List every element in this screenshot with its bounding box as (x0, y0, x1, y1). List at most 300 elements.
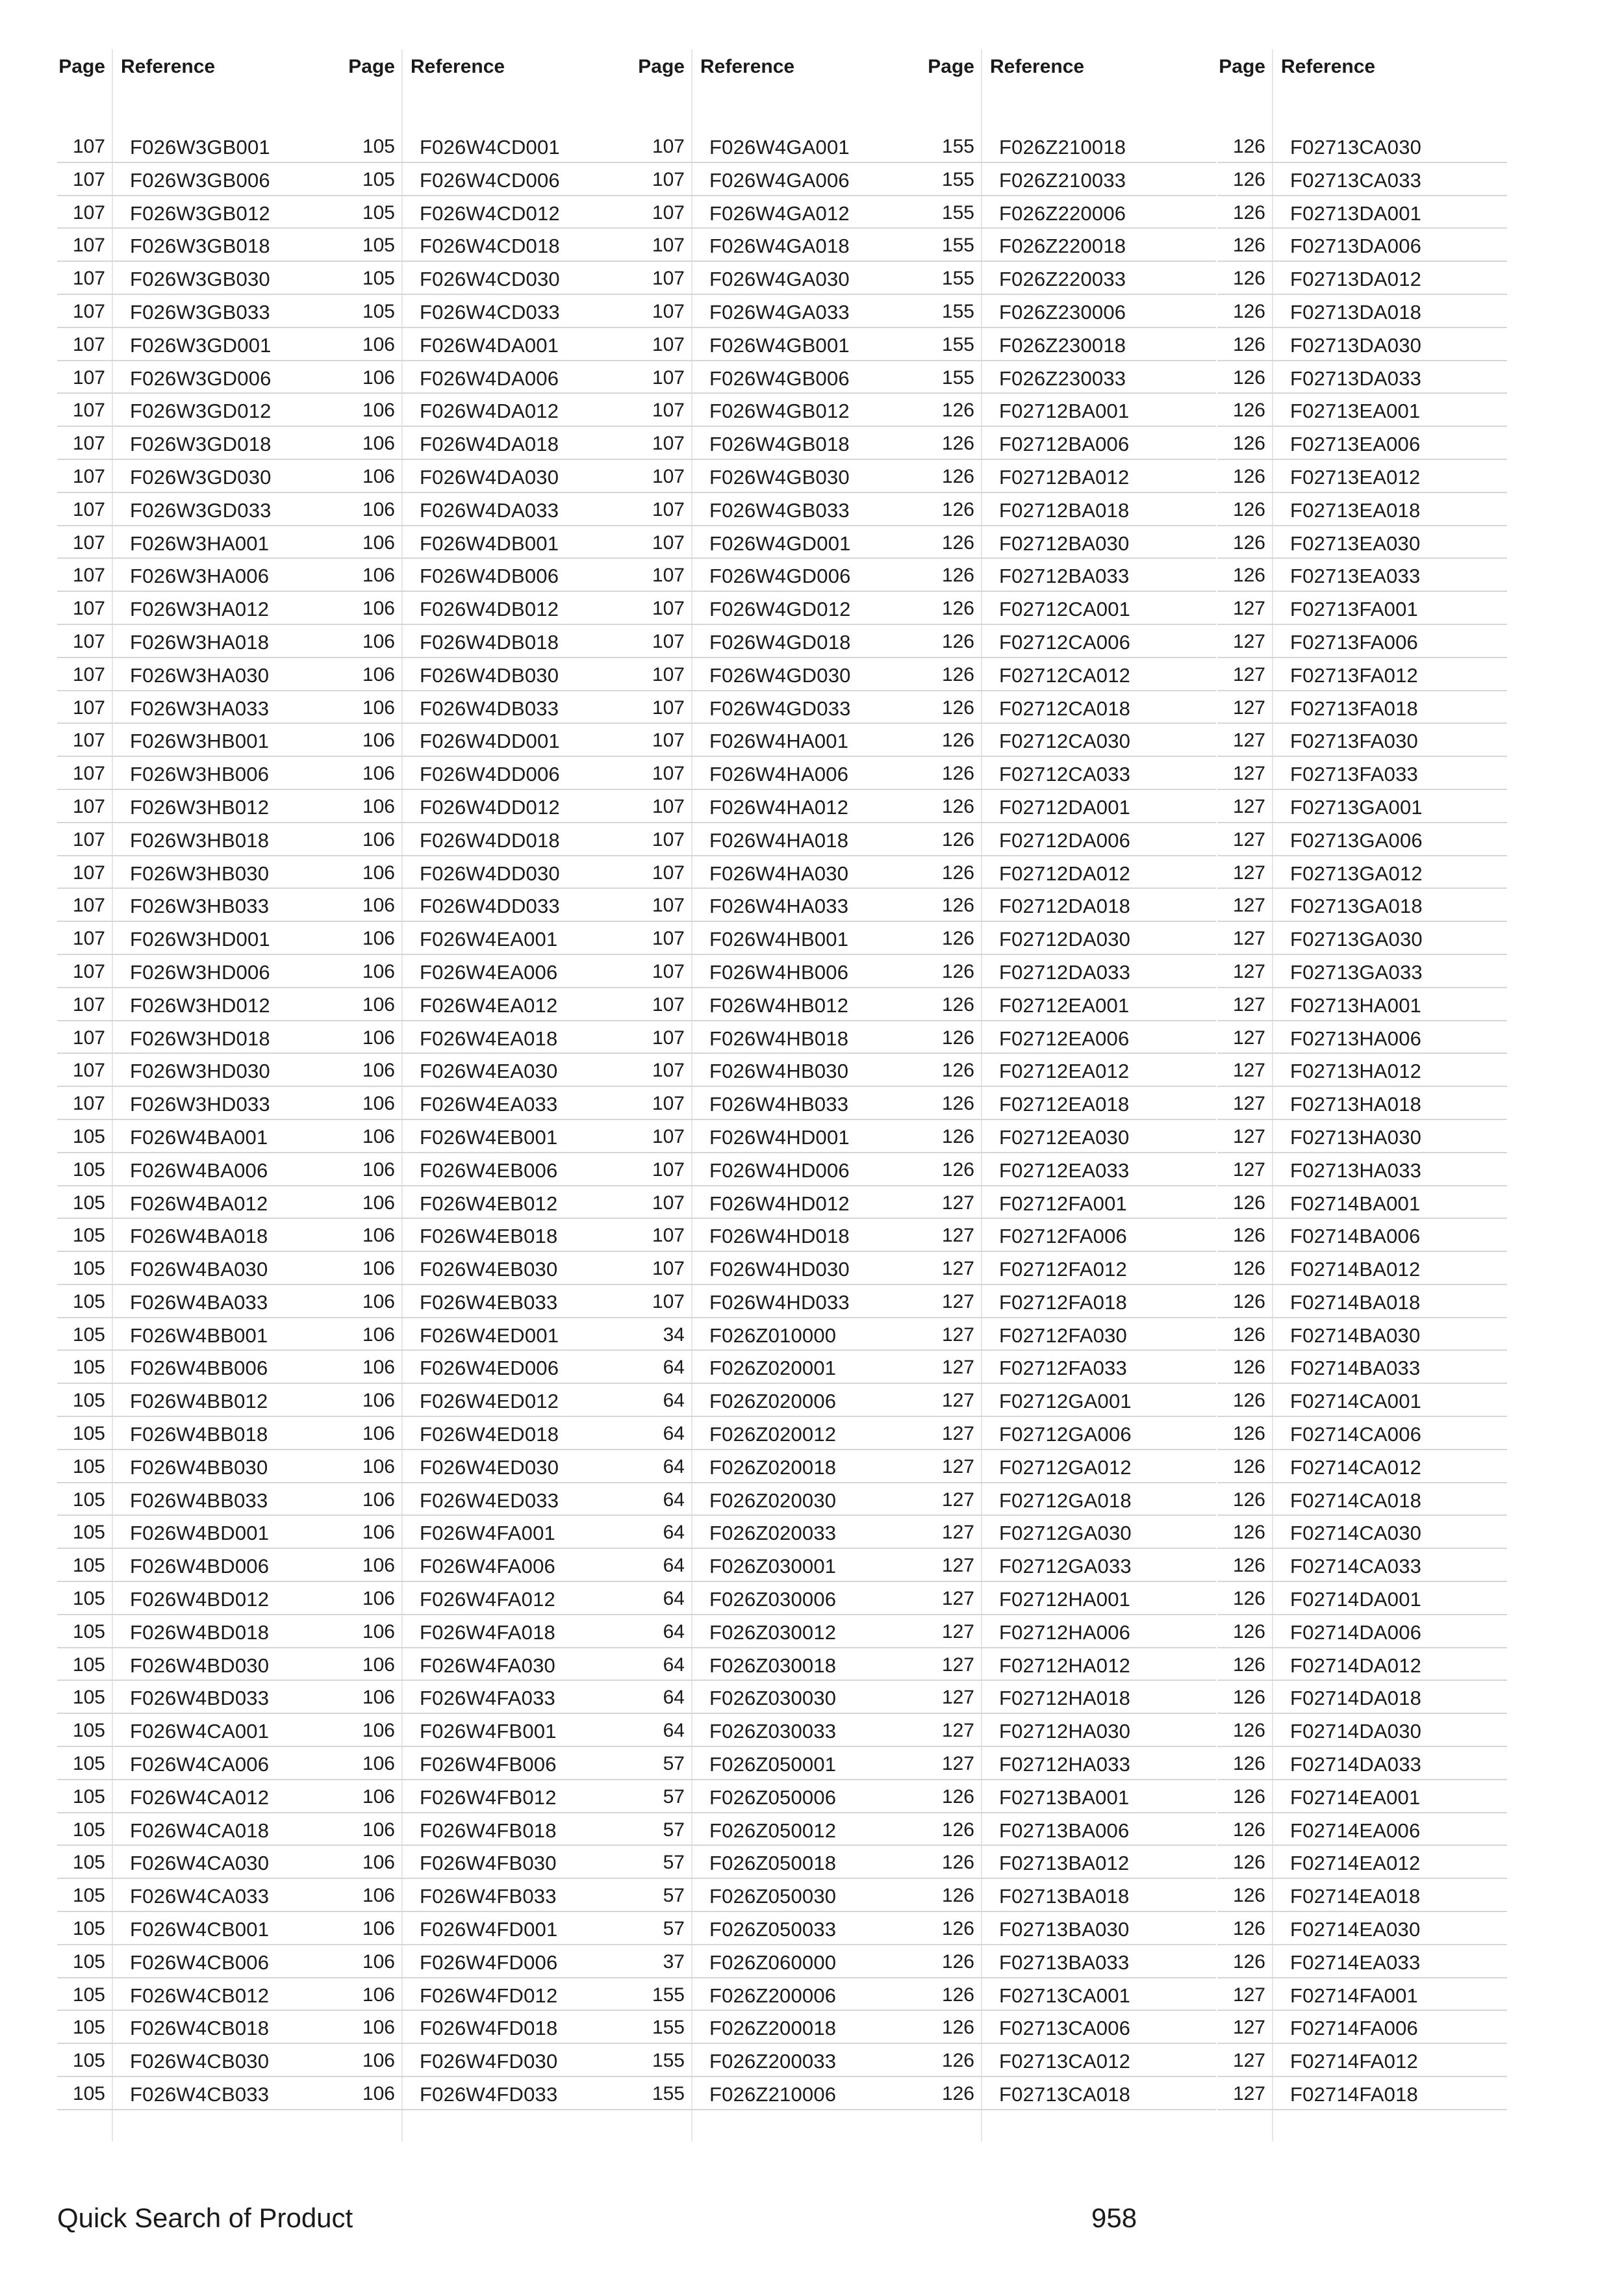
table-row (57, 1087, 347, 1120)
page-number-cell: 107 (652, 366, 685, 389)
table-row (57, 262, 347, 295)
page-number-cell: 126 (1232, 1323, 1265, 1346)
table-row (1217, 1615, 1507, 1648)
reference-cell: F026W4CB006 (130, 1950, 270, 1974)
page-number-cell: 64 (663, 1654, 685, 1676)
table-row (637, 262, 926, 295)
page-number-cell: 127 (1232, 730, 1265, 752)
reference-cell: F026W4GB018 (709, 433, 850, 456)
reference-cell: F02712CA006 (999, 630, 1131, 654)
reference-cell: F026W4BB001 (130, 1323, 268, 1347)
page-number-cell: 64 (663, 1522, 685, 1544)
reference-cell: F026W3HA033 (130, 696, 270, 720)
table-row (926, 2077, 1216, 2110)
table-row (1217, 658, 1507, 691)
reference-cell: F02712CA001 (999, 598, 1131, 621)
reference-cell: F026Z020012 (709, 1423, 837, 1446)
page-number-cell: 107 (652, 433, 685, 455)
table-row (926, 658, 1216, 691)
page-number-cell: 106 (362, 2083, 395, 2105)
table-row (637, 889, 926, 922)
page-number-cell: 126 (1232, 201, 1265, 224)
table-row (347, 823, 637, 856)
page-header: Page (1219, 56, 1265, 77)
reference-cell: F026Z030030 (709, 1687, 837, 1710)
reference-cell: F026W4HA033 (709, 895, 849, 918)
page-number-cell: 126 (1232, 565, 1265, 587)
page-number-cell: 106 (362, 1027, 395, 1049)
page-number-cell: 64 (663, 1455, 685, 1477)
table-row (637, 394, 926, 427)
table-row (1217, 1021, 1507, 1054)
column-header (57, 49, 347, 86)
table-row (637, 922, 926, 955)
page-number-cell: 155 (941, 268, 974, 290)
page-number-cell: 106 (362, 1753, 395, 1775)
reference-cell: F02712HA030 (999, 1720, 1131, 1743)
page-number-cell: 127 (941, 1192, 974, 1214)
page-number-cell: 126 (1232, 1423, 1265, 1445)
page-number-cell: 126 (941, 696, 974, 719)
page-number-cell: 126 (941, 1158, 974, 1181)
reference-cell: F02712GA006 (999, 1423, 1132, 1446)
page-number-cell: 105 (72, 1158, 105, 1181)
reference-cell: F02712CA033 (999, 763, 1131, 786)
page-number-cell: 126 (941, 465, 974, 487)
table-row (637, 1054, 926, 1087)
reference-cell: F026W3GD030 (130, 465, 272, 489)
reference-cell: F026Z050012 (709, 1819, 837, 1842)
table-row (1217, 1120, 1507, 1153)
reference-cell: F02712EA030 (999, 1125, 1130, 1149)
page-number-cell: 107 (72, 300, 105, 322)
reference-cell: F02712FA012 (999, 1258, 1127, 1281)
table-row (926, 1252, 1216, 1285)
page-number-cell: 107 (652, 235, 685, 257)
table-row (637, 493, 926, 526)
page-number-cell: 105 (72, 2083, 105, 2105)
page-number-cell: 107 (652, 300, 685, 322)
table-row (57, 1318, 347, 1351)
table-row (1217, 262, 1507, 295)
table-row (926, 1714, 1216, 1747)
table-row (57, 889, 347, 922)
table-row (347, 1615, 637, 1648)
page-number-cell: 106 (362, 1819, 395, 1841)
reference-cell: F02712GA001 (999, 1390, 1132, 1413)
reference-cell: F02714CA033 (1290, 1555, 1422, 1578)
reference-cell: F026W4GD006 (709, 565, 851, 588)
table-row (347, 1978, 637, 2012)
reference-cell: F026W4DA006 (420, 366, 559, 390)
page-number-cell: 107 (652, 1125, 685, 1147)
table-row (57, 1252, 347, 1285)
table-row (57, 1879, 347, 1912)
page-number-cell: 126 (1232, 1654, 1265, 1676)
table-row (347, 856, 637, 889)
table-row (926, 1945, 1216, 1978)
table-row (926, 988, 1216, 1021)
page-number-cell: 105 (72, 1687, 105, 1709)
page-number-cell: 106 (362, 928, 395, 950)
reference-cell: F026W4GD012 (709, 598, 851, 621)
table-row (637, 1747, 926, 1780)
reference-cell: F02712EA018 (999, 1093, 1130, 1116)
table-row (637, 526, 926, 559)
reference-cell: F026W4HA006 (709, 763, 849, 786)
page-number-cell: 106 (362, 1588, 395, 1610)
page-number-cell: 107 (72, 928, 105, 950)
reference-cell: F026W4GD001 (709, 531, 851, 555)
page-number-cell: 105 (72, 1225, 105, 1247)
table-row (1217, 1087, 1507, 1120)
reference-cell: F026W4BB030 (130, 1455, 268, 1479)
page-number-cell: 107 (72, 333, 105, 355)
table-row (926, 196, 1216, 229)
reference-cell: F02712BA030 (999, 531, 1130, 555)
page-number-cell: 107 (652, 168, 685, 190)
reference-cell: F02712BA012 (999, 465, 1130, 489)
reference-cell: F026W4FB001 (420, 1720, 557, 1743)
reference-cell: F02713GA012 (1290, 862, 1423, 885)
reference-cell: F026Z220006 (999, 201, 1126, 225)
table-row (57, 691, 347, 724)
reference-cell: F026W4BD018 (130, 1620, 270, 1644)
reference-cell: F026W4HD006 (709, 1158, 850, 1182)
page-number-cell: 126 (941, 498, 974, 520)
table-row (57, 1978, 347, 2012)
table-row (637, 1087, 926, 1120)
page-number-cell: 64 (663, 1357, 685, 1379)
table-row (1217, 1351, 1507, 1384)
page-number-cell: 107 (72, 235, 105, 257)
reference-cell: F026Z050033 (709, 1918, 837, 1941)
reference-cell: F02713DA006 (1290, 235, 1422, 258)
page-number-cell: 107 (652, 895, 685, 917)
reference-cell: F026W4FD001 (420, 1918, 558, 1941)
page-number-cell: 107 (72, 465, 105, 487)
table-row (347, 262, 637, 295)
page-number-cell: 105 (72, 1753, 105, 1775)
page-number-cell: 105 (72, 1654, 105, 1676)
page-number-cell: 106 (362, 1852, 395, 1874)
index-table (57, 49, 1511, 2161)
page-number-cell: 57 (663, 1885, 685, 1907)
table-row (1217, 1846, 1507, 1879)
page-number-cell: 126 (941, 1125, 974, 1147)
page-number-cell: 127 (941, 1225, 974, 1247)
page-number-cell: 107 (652, 565, 685, 587)
table-row (1217, 493, 1507, 526)
reference-cell: F02713FA012 (1290, 663, 1418, 687)
page-number-cell: 57 (663, 1852, 685, 1874)
page-number-cell: 107 (72, 993, 105, 1016)
reference-cell: F026W4EB033 (420, 1290, 558, 1314)
table-row (637, 955, 926, 988)
page-number-cell: 107 (652, 531, 685, 554)
table-row (347, 1912, 637, 1945)
page-number-cell: 106 (362, 730, 395, 752)
reference-cell: F02714BA006 (1290, 1225, 1421, 1248)
page-number-cell: 126 (1232, 1290, 1265, 1312)
reference-cell: F02714CA030 (1290, 1522, 1422, 1545)
page-number-cell: 106 (362, 1785, 395, 1808)
table-row (926, 1681, 1216, 1714)
table-row (347, 1153, 637, 1186)
table-row (926, 1516, 1216, 1549)
table-row (637, 460, 926, 493)
reference-cell: F026W4HD030 (709, 1258, 850, 1281)
page-number-cell: 127 (1232, 2017, 1265, 2039)
reference-cell: F026W4ED018 (420, 1423, 559, 1446)
page-number-cell: 107 (72, 696, 105, 719)
table-row (57, 1153, 347, 1186)
table-row (57, 229, 347, 262)
reference-cell: F026W4DD018 (420, 828, 560, 852)
reference-cell: F02712BA018 (999, 498, 1130, 522)
page-number-cell: 126 (1232, 1192, 1265, 1214)
page-number-cell: 105 (72, 1555, 105, 1577)
reference-cell: F02713CA018 (999, 2083, 1131, 2106)
page-number-cell: 126 (1232, 366, 1265, 389)
reference-cell: F026W4FD018 (420, 2017, 558, 2040)
page-number-cell: 107 (72, 136, 105, 157)
page-number-cell: 107 (652, 1192, 685, 1214)
page-number-cell: 106 (362, 1918, 395, 1940)
page-number-cell: 105 (72, 1323, 105, 1346)
page-number-cell: 126 (1232, 1588, 1265, 1610)
page-number-cell: 106 (362, 1950, 395, 1973)
reference-cell: F026W4DD030 (420, 862, 560, 885)
page-number-cell: 105 (72, 1852, 105, 1874)
page-number-cell: 126 (1232, 1950, 1265, 1973)
table-row (637, 427, 926, 460)
reference-cell: F026W4DA030 (420, 465, 559, 489)
table-row (637, 559, 926, 592)
reference-cell: F02714BA001 (1290, 1192, 1421, 1215)
page-number-cell: 106 (362, 1093, 395, 1115)
table-row (347, 988, 637, 1021)
reference-cell: F026W4DB012 (420, 598, 559, 621)
reference-cell: F026Z210033 (999, 168, 1126, 192)
page-number-cell: 126 (1232, 433, 1265, 455)
page-number-cell: 126 (1232, 1620, 1265, 1642)
reference-cell: F026W4GD033 (709, 696, 851, 720)
table-row (637, 2044, 926, 2077)
table-row (347, 1054, 637, 1087)
table-row (637, 823, 926, 856)
reference-cell: F026W4EB012 (420, 1192, 558, 1215)
page-number-cell: 127 (941, 1357, 974, 1379)
table-row (347, 1648, 637, 1681)
table-row (347, 1450, 637, 1483)
page-number-cell: 126 (941, 433, 974, 455)
reference-cell: F026W4HA012 (709, 795, 849, 819)
reference-cell: F02712GA018 (999, 1488, 1132, 1512)
page-number-cell: 107 (652, 828, 685, 850)
reference-cell: F02712GA030 (999, 1522, 1132, 1545)
page-number-cell: 107 (652, 993, 685, 1016)
page-number-cell: 106 (362, 333, 395, 355)
page-number-cell: 127 (1232, 1125, 1265, 1147)
column-header (926, 49, 1216, 86)
reference-cell: F026W3GD033 (130, 498, 272, 522)
page-number-cell: 127 (1232, 928, 1265, 950)
reference-cell: F026W4ED012 (420, 1390, 559, 1413)
table-row (926, 1384, 1216, 1417)
table-row (1217, 427, 1507, 460)
page-number-cell: 126 (941, 663, 974, 685)
reference-cell: F02712FA018 (999, 1290, 1127, 1314)
table-row (637, 1516, 926, 1549)
table-row (57, 328, 347, 361)
table-row (926, 691, 1216, 724)
table-row (347, 724, 637, 757)
table-row (347, 1351, 637, 1384)
reference-cell: F026Z020030 (709, 1488, 837, 1512)
table-row (57, 1450, 347, 1483)
page-number-cell: 105 (72, 1620, 105, 1642)
table-row (347, 1879, 637, 1912)
reference-cell: F026W3GD012 (130, 400, 272, 423)
page-number-cell: 106 (362, 2017, 395, 2039)
reference-cell: F02713CA030 (1290, 136, 1422, 159)
page-number-cell: 126 (941, 531, 974, 554)
page-number-cell: 64 (663, 1588, 685, 1610)
reference-cell: F026W4GA030 (709, 268, 850, 291)
reference-cell: F026W4BA033 (130, 1290, 268, 1314)
reference-cell: F026W4DD012 (420, 795, 560, 819)
reference-cell: F026W3GD001 (130, 333, 272, 357)
page-number-cell: 107 (72, 201, 105, 224)
page-number-cell: 105 (72, 1885, 105, 1907)
page-number-cell: 107 (72, 763, 105, 785)
reference-cell: F026Z050006 (709, 1785, 837, 1809)
reference-cell: F026W3GB006 (130, 168, 270, 192)
reference-cell: F026W4HD012 (709, 1192, 850, 1215)
reference-cell: F02713GA018 (1290, 895, 1423, 918)
page-number-cell: 126 (941, 1852, 974, 1874)
page-number-cell: 107 (72, 895, 105, 917)
table-row (1217, 1912, 1507, 1945)
page-number-cell: 127 (941, 1687, 974, 1709)
table-row (1217, 592, 1507, 625)
reference-header: Reference (990, 56, 1085, 77)
reference-cell: F02713CA012 (999, 2050, 1131, 2073)
reference-cell: F026W3HD006 (130, 960, 270, 984)
page-number-cell: 57 (663, 1819, 685, 1841)
page-number-cell: 106 (362, 1620, 395, 1642)
reference-cell: F02712DA033 (999, 960, 1131, 984)
table-row (1217, 790, 1507, 823)
reference-cell: F026W4CB001 (130, 1918, 270, 1941)
page-number-cell: 106 (362, 1455, 395, 1477)
page-number-cell: 127 (1232, 993, 1265, 1016)
table-row (57, 196, 347, 229)
page-number-cell: 126 (1232, 1720, 1265, 1742)
reference-cell: F026W3GB030 (130, 268, 270, 291)
page-number-cell: 155 (652, 2017, 685, 2039)
page-number-cell: 105 (72, 1522, 105, 1544)
page-number-cell: 107 (652, 1225, 685, 1247)
reference-cell: F026W4FB006 (420, 1753, 557, 1776)
page-number-cell: 126 (1232, 1885, 1265, 1907)
reference-cell: F026W4BD001 (130, 1522, 270, 1545)
reference-cell: F026W4DB001 (420, 531, 559, 555)
reference-cell: F02714DA006 (1290, 1620, 1422, 1644)
table-row (637, 163, 926, 196)
page-number-cell: 107 (72, 630, 105, 652)
page-number-cell: 155 (941, 366, 974, 389)
table-row (926, 1450, 1216, 1483)
reference-cell: F026Z030018 (709, 1654, 837, 1677)
table-row (57, 1021, 347, 1054)
page-number-cell: 105 (362, 136, 395, 157)
table-row (926, 229, 1216, 262)
reference-cell: F02714FA001 (1290, 1984, 1418, 2007)
reference-cell: F02712FA030 (999, 1323, 1127, 1347)
page-number-cell: 155 (941, 201, 974, 224)
page-number-cell: 57 (663, 1785, 685, 1808)
reference-cell: F02712CA018 (999, 696, 1131, 720)
page-number-cell: 126 (941, 630, 974, 652)
page-number-cell: 105 (362, 168, 395, 190)
reference-cell: F02712DA018 (999, 895, 1131, 918)
page-number-cell: 107 (72, 795, 105, 817)
reference-cell: F026W3GB033 (130, 300, 270, 324)
reference-cell: F026W4DA033 (420, 498, 559, 522)
page-number-cell: 127 (941, 1588, 974, 1610)
table-row (926, 922, 1216, 955)
table-row (347, 1219, 637, 1252)
reference-cell: F02714DA018 (1290, 1687, 1422, 1710)
table-row (1217, 1582, 1507, 1615)
reference-cell: F02713BA030 (999, 1918, 1130, 1941)
table-row (57, 1285, 347, 1318)
page-number-cell: 64 (663, 1620, 685, 1642)
page-number-cell: 105 (362, 268, 395, 290)
page-number-cell: 126 (941, 1093, 974, 1115)
reference-cell: F026W4BD012 (130, 1588, 270, 1611)
reference-cell: F02713FA030 (1290, 730, 1418, 753)
table-row (347, 1582, 637, 1615)
reference-cell: F026W4HA001 (709, 730, 849, 753)
table-row (347, 1087, 637, 1120)
reference-cell: F026Z230033 (999, 366, 1126, 390)
table-row (637, 130, 926, 163)
table-row (926, 1582, 1216, 1615)
page-number-cell: 126 (1232, 531, 1265, 554)
table-row (1217, 1450, 1507, 1483)
table-row (57, 394, 347, 427)
table-row (57, 1516, 347, 1549)
table-row (57, 658, 347, 691)
page-number-cell: 64 (663, 1423, 685, 1445)
reference-cell: F026W4FA018 (420, 1620, 555, 1644)
reference-cell: F02713DA033 (1290, 366, 1422, 390)
rows (637, 130, 926, 2110)
reference-cell: F026W4HD018 (709, 1225, 850, 1248)
page-number-cell: 107 (652, 763, 685, 785)
table-row (347, 196, 637, 229)
reference-cell: F026W4FA012 (420, 1588, 555, 1611)
page-number-cell: 57 (663, 1753, 685, 1775)
table-row (57, 460, 347, 493)
table-row (57, 955, 347, 988)
reference-cell: F026W4EB006 (420, 1158, 558, 1182)
reference-cell: F026W4CA033 (130, 1885, 270, 1908)
page-number-cell: 127 (1232, 696, 1265, 719)
